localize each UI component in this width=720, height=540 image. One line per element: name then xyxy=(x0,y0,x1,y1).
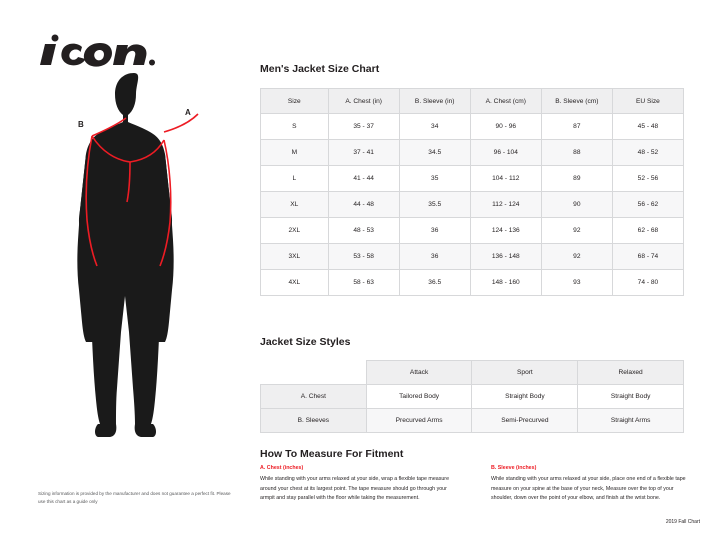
table-row xyxy=(261,270,684,296)
styles-section-title: Jacket Size Styles xyxy=(260,336,351,348)
icon-brand-logo xyxy=(36,34,156,68)
cell-chest-cm: 124 - 136 xyxy=(470,218,541,244)
styles-cell: Tailored Body xyxy=(366,385,472,409)
jacket-size-styles-table xyxy=(260,360,684,433)
table-row xyxy=(261,140,684,166)
cell-sleeve-in: 36 xyxy=(399,244,470,270)
styles-row-label: B. Sleeves xyxy=(261,409,367,433)
measure-sleeve-heading: B. Sleeve (inches) xyxy=(491,465,537,471)
styles-cell: Straight Arms xyxy=(578,409,684,433)
styles-cell: Straight Body xyxy=(472,385,578,409)
cell-chest-in: 53 - 58 xyxy=(328,244,399,270)
cell-size: M xyxy=(261,140,329,166)
cell-sleeve-cm: 89 xyxy=(541,166,612,192)
styles-cell: Semi-Precurved xyxy=(472,409,578,433)
column-header: Size xyxy=(261,89,329,114)
cell-chest-in: 58 - 63 xyxy=(328,270,399,296)
cell-eu-size: 68 - 74 xyxy=(612,244,683,270)
cell-chest-in: 48 - 53 xyxy=(328,218,399,244)
column-header: B. Sleeve (cm) xyxy=(541,89,612,114)
cell-chest-cm: 136 - 148 xyxy=(470,244,541,270)
cell-chest-in: 37 - 41 xyxy=(328,140,399,166)
left-column xyxy=(0,0,250,540)
cell-chest-cm: 96 - 104 xyxy=(470,140,541,166)
cell-eu-size: 74 - 80 xyxy=(612,270,683,296)
table-row xyxy=(261,218,684,244)
cell-size: S xyxy=(261,114,329,140)
figure-label-b: B xyxy=(78,120,84,129)
cell-size: L xyxy=(261,166,329,192)
cell-eu-size: 45 - 48 xyxy=(612,114,683,140)
column-header: A. Chest (cm) xyxy=(470,89,541,114)
cell-sleeve-in: 34 xyxy=(399,114,470,140)
table-row xyxy=(261,114,684,140)
page-title: Men's Jacket Size Chart xyxy=(260,63,380,75)
styles-cell: Precurved Arms xyxy=(366,409,472,433)
measure-sleeve-block xyxy=(491,464,687,504)
styles-column-header: Attack xyxy=(366,361,472,385)
cell-size: XL xyxy=(261,192,329,218)
styles-row-label: A. Chest xyxy=(261,385,367,409)
cell-sleeve-in: 36 xyxy=(399,218,470,244)
cell-sleeve-in: 34.5 xyxy=(399,140,470,166)
styles-column-header: Relaxed xyxy=(578,361,684,385)
cell-sleeve-cm: 93 xyxy=(541,270,612,296)
measure-section-title: How To Measure For Fitment xyxy=(260,448,404,460)
cell-chest-cm: 148 - 160 xyxy=(470,270,541,296)
table-row xyxy=(261,166,684,192)
measure-chest-heading: A. Chest (inches) xyxy=(260,465,304,471)
cell-chest-in: 44 - 48 xyxy=(328,192,399,218)
styles-cell: Straight Body xyxy=(578,385,684,409)
mens-jacket-size-table xyxy=(260,88,684,296)
measure-chest-text: While standing with your arms relaxed at your side, wrap a flexible tape measure around your chest at its largest point. The tape measure should go through your armpit and stay parallel with the floor while taking the measurement. xyxy=(260,475,450,502)
cell-size: 3XL xyxy=(261,244,329,270)
cell-sleeve-cm: 88 xyxy=(541,140,612,166)
styles-row xyxy=(261,409,684,433)
cell-eu-size: 62 - 68 xyxy=(612,218,683,244)
cell-eu-size: 48 - 52 xyxy=(612,140,683,166)
styles-row xyxy=(261,385,684,409)
sizing-disclaimer: Sizing information is provided by the manufacturer and does not guarantee a perfect fit. Please use this chart as a guide only xyxy=(38,491,231,505)
cell-sleeve-cm: 87 xyxy=(541,114,612,140)
figure-label-a: A xyxy=(185,108,191,117)
body-figure-illustration xyxy=(30,70,240,440)
column-header: EU Size xyxy=(612,89,683,114)
styles-corner-cell xyxy=(261,361,367,385)
cell-size: 4XL xyxy=(261,270,329,296)
cell-sleeve-in: 36.5 xyxy=(399,270,470,296)
cell-chest-cm: 90 - 96 xyxy=(470,114,541,140)
cell-eu-size: 52 - 56 xyxy=(612,166,683,192)
cell-sleeve-in: 35.5 xyxy=(399,192,470,218)
column-header: A. Chest (in) xyxy=(328,89,399,114)
cell-chest-cm: 104 - 112 xyxy=(470,166,541,192)
cell-chest-cm: 112 - 124 xyxy=(470,192,541,218)
cell-sleeve-cm: 92 xyxy=(541,244,612,270)
cell-chest-in: 41 - 44 xyxy=(328,166,399,192)
styles-header-row xyxy=(261,361,684,385)
cell-size: 2XL xyxy=(261,218,329,244)
cell-sleeve-cm: 90 xyxy=(541,192,612,218)
cell-sleeve-in: 35 xyxy=(399,166,470,192)
cell-eu-size: 56 - 62 xyxy=(612,192,683,218)
column-header: B. Sleeve (in) xyxy=(399,89,470,114)
table-header-row xyxy=(261,89,684,114)
chart-footer-note: 2019 Fall Chart xyxy=(665,519,700,525)
table-row xyxy=(261,244,684,270)
styles-column-header: Sport xyxy=(472,361,578,385)
table-row xyxy=(261,192,684,218)
measure-sleeve-text: While standing with your arms relaxed at your side, place one end of a flexible tape measure on your spine at the base of your neck, Measure over the top of your shoulder, down over the point of your elbow, and finish at the wrist bone. xyxy=(491,475,686,502)
measure-chest-block xyxy=(260,464,456,504)
cell-sleeve-cm: 92 xyxy=(541,218,612,244)
cell-chest-in: 35 - 37 xyxy=(328,114,399,140)
